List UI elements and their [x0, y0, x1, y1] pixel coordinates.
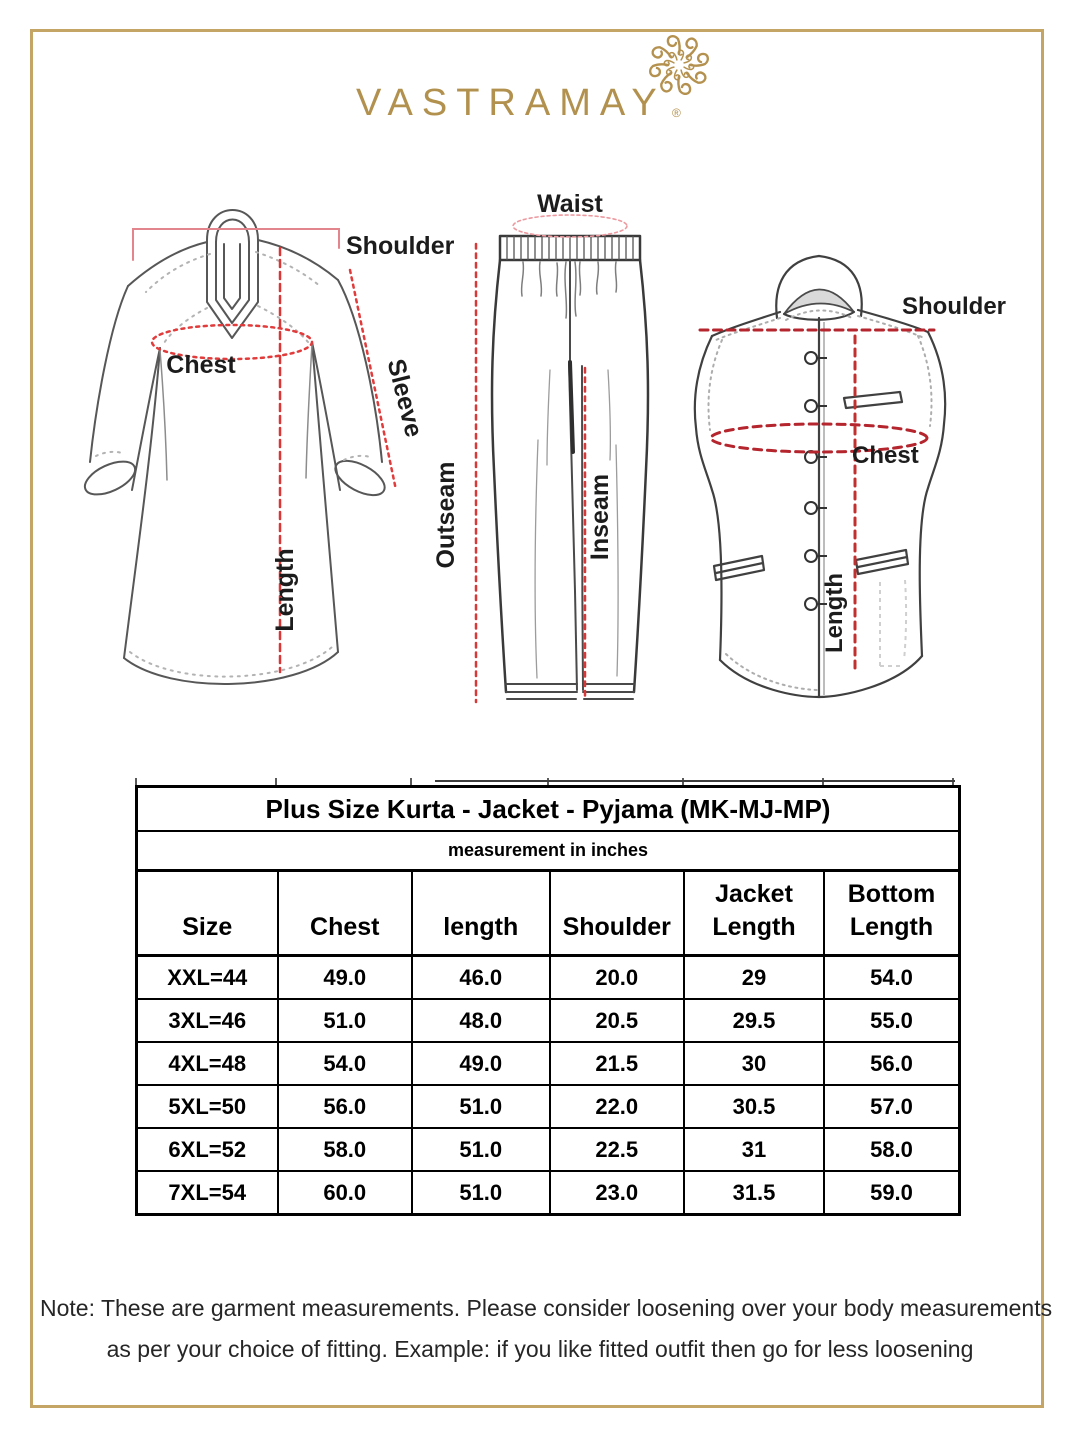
jacket-shoulder-label: Shoulder: [902, 293, 1007, 320]
cell-length: 48.0: [413, 1000, 551, 1041]
table-row: [138, 1129, 958, 1172]
cell-bottom-length: 59.0: [870, 1179, 913, 1205]
cell-jacket-length: 30.5: [685, 1086, 825, 1127]
cell-bottom-length: 54.0: [870, 964, 913, 990]
cell-length: 46.0: [413, 957, 551, 998]
cell-shoulder: 20.5: [551, 1000, 686, 1041]
table-crop-remnant: [135, 778, 955, 785]
size-chart-title: Plus Size Kurta - Jacket - Pyjama (MK-MJ-MP): [138, 788, 958, 832]
jacket-chest-label: Chest: [852, 442, 919, 469]
cell-chest: 58.0: [279, 1129, 414, 1170]
cell-length: 51.0: [413, 1129, 551, 1170]
cell-size: 7XL=54: [138, 1172, 279, 1213]
kurta-shoulder-label: Shoulder: [346, 232, 455, 260]
cell-length: 51.0: [413, 1086, 551, 1127]
size-chart-header-row: [138, 872, 958, 957]
cell-shoulder: 22.5: [551, 1129, 686, 1170]
cell-chest: 56.0: [279, 1086, 414, 1127]
note-line-2: as per your choice of fitting. Example: if you like fitted outfit then go for less loosening: [106, 1336, 974, 1362]
kurta-length-label: Length: [271, 548, 299, 632]
jacket-length-label: Length: [821, 573, 848, 653]
cell-length: 51.0: [413, 1172, 551, 1213]
size-chart-subtitle: measurement in inches: [138, 832, 958, 872]
cell-chest: 60.0: [279, 1172, 414, 1213]
cell-chest: 49.0: [279, 957, 414, 998]
jacket-diagram: [680, 190, 1020, 770]
cell-size: XXL=44: [138, 957, 279, 998]
pyjama-outseam-label: Outseam: [432, 461, 460, 569]
registered-mark: ®: [672, 106, 681, 120]
table-row: [138, 1086, 958, 1129]
cell-bottom-length: 55.0: [870, 1007, 913, 1033]
cell-length: 49.0: [413, 1043, 551, 1084]
cell-size: 6XL=52: [138, 1129, 279, 1170]
cell-chest: 54.0: [279, 1043, 414, 1084]
pyjama-inseam-label: Inseam: [586, 473, 614, 561]
size-chart-table: [135, 785, 961, 1216]
cell-jacket-length: 30: [685, 1043, 825, 1084]
cell-bottom-length: 56.0: [870, 1050, 913, 1076]
brand-logo: [356, 84, 696, 144]
cell-shoulder: 20.0: [551, 957, 686, 998]
table-row: [138, 1043, 958, 1086]
cell-shoulder: 22.0: [551, 1086, 686, 1127]
cell-size: 3XL=46: [138, 1000, 279, 1041]
cell-bottom-length: 58.0: [870, 1136, 913, 1162]
brand-ornament-icon: [648, 34, 710, 96]
cell-chest: 51.0: [279, 1000, 414, 1041]
cell-jacket-length: 31.5: [685, 1172, 825, 1213]
kurta-sleeve-label: Sleeve: [381, 356, 428, 440]
table-row: [138, 1000, 958, 1043]
cell-shoulder: 23.0: [551, 1172, 686, 1213]
note-line-1: Note: These are garment measurements. Please consider loosening over your body measurements: [40, 1295, 1053, 1321]
cell-jacket-length: 31: [685, 1129, 825, 1170]
col-header-shoulder: Shoulder: [551, 872, 686, 954]
table-row: [138, 957, 958, 1000]
col-header-bottom-length: Bottom Length: [847, 879, 936, 942]
cell-size: 5XL=50: [138, 1086, 279, 1127]
cell-jacket-length: 29.5: [685, 1000, 825, 1041]
col-header-chest: Chest: [279, 872, 414, 954]
cell-jacket-length: 29: [685, 957, 825, 998]
pyjama-waist-label: Waist: [537, 190, 603, 218]
brand-wordmark: VASTRAMAY: [356, 82, 666, 124]
col-header-length: length: [413, 872, 551, 954]
kurta-chest-label: Chest: [166, 351, 236, 379]
col-header-jacket-length: Jacket Length: [685, 872, 825, 954]
measurement-note: [40, 1288, 1053, 1370]
cell-shoulder: 21.5: [551, 1043, 686, 1084]
cell-bottom-length: 57.0: [870, 1093, 913, 1119]
col-header-size: Size: [138, 872, 279, 954]
cell-size: 4XL=48: [138, 1043, 279, 1084]
table-row: [138, 1172, 958, 1213]
